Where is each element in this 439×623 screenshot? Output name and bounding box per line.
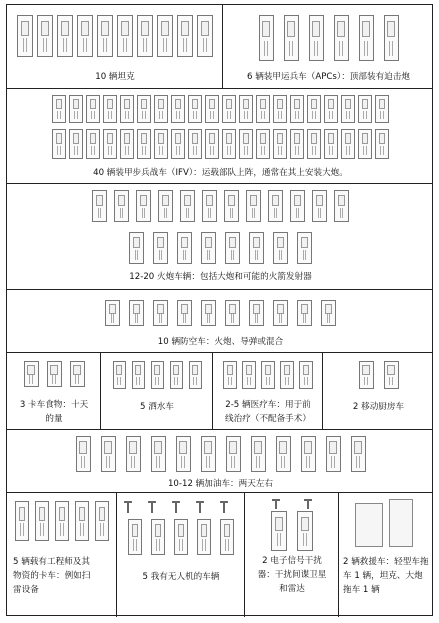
cell-tanks (7, 5, 223, 88)
water-truck-icons (101, 361, 213, 389)
apc-icon (309, 15, 324, 61)
artillery-icon (290, 190, 305, 222)
tank-icon (57, 15, 73, 57)
ifv-icon (256, 95, 270, 123)
tank-icon (157, 15, 173, 57)
tank-icon (77, 15, 93, 57)
drone-icon (223, 501, 225, 513)
force-composition-table (6, 4, 433, 616)
cell-water-trucks (101, 353, 213, 429)
ifv-icon (239, 95, 253, 123)
medical-caption-line2: 线治疗（不配备手术） (225, 414, 311, 424)
air-defense-icon (297, 300, 312, 326)
ifv-caption: 40 辆装甲步兵战车（IFV）：运载部队上阵，通常在其上安装大炮。 (93, 168, 348, 178)
ifv-icons-bottom (7, 129, 434, 159)
air-defense-icon (273, 300, 288, 326)
fuel-truck-icon (251, 436, 266, 472)
ifv-icon (120, 129, 134, 159)
medical-caption-line1: 2-5 辆医疗车：用于前 (225, 400, 311, 410)
kitchen-truck-icon (384, 361, 399, 389)
tow-truck-icon (355, 503, 383, 547)
air-defense-icon (225, 300, 240, 326)
kitchen-truck-icons (323, 361, 434, 389)
fuel-truck-icon (301, 436, 316, 472)
cell-food-trucks (7, 353, 101, 429)
air-defense-icon (201, 300, 216, 326)
fuel-truck-icon (151, 436, 166, 472)
ifv-icon (341, 129, 355, 159)
air-defense-icon (321, 300, 336, 326)
ifv-icon (137, 95, 151, 123)
ifv-icon (120, 95, 134, 123)
artillery-icon (114, 190, 129, 222)
ambulance-icon (223, 361, 237, 389)
air-defense-icon (249, 300, 264, 326)
drone-carrier-icon (128, 519, 142, 555)
engineer-truck-icons (7, 501, 117, 541)
cell-kitchen (323, 353, 434, 429)
food-caption-line1: 3 卡车食物：十天 (19, 400, 89, 410)
apc-icon (259, 15, 274, 61)
tanks-caption: 10 辆坦克 (95, 72, 135, 82)
drone-caption: 5 我有无人机的车辆 (142, 572, 220, 582)
ifv-icon (69, 95, 83, 123)
artillery-icon (202, 190, 217, 222)
rocket-launcher-icon (201, 232, 216, 264)
air-defense-caption: 10 辆防空车：火炮、导弹或混合 (157, 337, 284, 347)
ifv-icon (205, 129, 219, 159)
row-air-defense (7, 290, 432, 353)
artillery-icon (246, 190, 261, 222)
artillery-icon (224, 190, 239, 222)
air-defense-icons (7, 300, 434, 326)
recovery-caption-line1: 2 辆救援车：轻型车拖 (343, 557, 429, 567)
antenna-icon (307, 499, 309, 509)
engineer-truck-icon (55, 501, 69, 541)
rocket-launcher-icon (273, 232, 288, 264)
row-artillery (7, 184, 432, 290)
ifv-icon (358, 129, 372, 159)
engineer-truck-icon (35, 501, 49, 541)
cell-engineers (7, 493, 117, 617)
artillery-caption: 12-20 火炮车辆：包括大炮和可能的火箭发射器 (129, 272, 312, 282)
recovery-caption-line2: 车 1 辆，坦克、大炮 (343, 571, 423, 581)
engineer-caption-line2: 物资的卡车：例如扫 (13, 571, 91, 581)
drone-icon (199, 501, 201, 513)
artillery-icon (334, 190, 349, 222)
artillery-icon (312, 190, 327, 222)
air-defense-icon (105, 300, 120, 326)
ambulance-icon (280, 361, 294, 389)
water-truck-icon (113, 361, 126, 389)
apc-caption: 6 辆装甲运兵车（APCs）：顶部装有迫击炮 (247, 72, 410, 82)
artillery-icon (180, 190, 195, 222)
fuel-truck-icon (176, 436, 191, 472)
air-defense-icon (129, 300, 144, 326)
cell-recovery (339, 493, 434, 617)
food-truck-icons (7, 361, 101, 387)
drone-icon (151, 501, 153, 513)
ifv-icon (171, 95, 185, 123)
rocket-launcher-icon (225, 232, 240, 264)
food-caption-line2: 的量 (45, 414, 63, 424)
jammer-vehicle-icon (271, 511, 287, 551)
jammer-vehicle-icon (297, 511, 313, 551)
ifv-icon (222, 129, 236, 159)
drone-icon (127, 501, 129, 513)
ifv-icons-top (7, 95, 434, 123)
ifv-icon (69, 129, 83, 159)
drone-icon (175, 501, 177, 513)
ifv-icon (154, 95, 168, 123)
tank-icon (17, 15, 33, 57)
cell-medical (213, 353, 323, 429)
food-truck-icon (24, 361, 39, 387)
drone-carrier-icon (151, 519, 165, 555)
ambulance-icon (299, 361, 313, 389)
antenna-icon (275, 499, 277, 509)
ifv-icon (307, 95, 321, 123)
ifv-icon (52, 129, 66, 159)
ifv-icon (324, 129, 338, 159)
ifv-icon (103, 129, 117, 159)
drone-carrier-icon (174, 519, 188, 555)
kitchen-caption: 2 移动厨房车 (352, 402, 405, 412)
ifv-icon (375, 129, 389, 159)
ifv-icon (239, 129, 253, 159)
fuel-caption: 10-12 辆加油车：两天左右 (167, 479, 274, 489)
ifv-icon (137, 129, 151, 159)
ifv-icon (375, 95, 389, 123)
fuel-truck-icon (101, 436, 116, 472)
tank-icon (137, 15, 153, 57)
ifv-icon (52, 95, 66, 123)
water-truck-icon (132, 361, 145, 389)
fuel-truck-icons (7, 436, 434, 472)
artillery-icon (136, 190, 151, 222)
rocket-launcher-icon (297, 232, 312, 264)
ifv-icon (205, 95, 219, 123)
fuel-truck-icon (126, 436, 141, 472)
engineer-truck-icon (15, 501, 29, 541)
fuel-truck-icon (276, 436, 291, 472)
apc-icon (284, 15, 299, 61)
food-truck-icon (70, 361, 85, 387)
row-support (7, 493, 432, 617)
ifv-icon (86, 95, 100, 123)
water-truck-icon (170, 361, 183, 389)
apc-icon (334, 15, 349, 61)
ifv-icon (341, 95, 355, 123)
fuel-truck-icon (226, 436, 241, 472)
row-tanks-apc (7, 5, 432, 89)
food-truck-icon (47, 361, 62, 387)
fuel-truck-icon (201, 436, 216, 472)
jammer-icons (245, 511, 339, 551)
kitchen-truck-icon (359, 361, 374, 389)
ifv-icon (273, 129, 287, 159)
apc-icons (227, 15, 430, 61)
tank-icon (97, 15, 113, 57)
ew-caption-line3: 和雷达 (279, 584, 305, 594)
water-truck-icon (151, 361, 164, 389)
tank-icons (11, 15, 219, 57)
tank-icon (197, 15, 213, 57)
medical-vehicle-icons (213, 361, 323, 389)
drone-carrier-icon (197, 519, 211, 555)
engineer-truck-icon (75, 501, 89, 541)
air-defense-icon (177, 300, 192, 326)
ifv-icon (324, 95, 338, 123)
engineer-truck-icon (95, 501, 109, 541)
ew-caption-line2: 器：干扰间谍卫星 (257, 570, 327, 580)
fuel-truck-icon (326, 436, 341, 472)
ifv-icon (256, 129, 270, 159)
ambulance-icon (261, 361, 275, 389)
tank-icon (37, 15, 53, 57)
rocket-launcher-icon (129, 232, 144, 264)
engineer-caption-line1: 5 辆载有工程师及其 (13, 557, 90, 567)
ifv-icon (290, 95, 304, 123)
ifv-icon (154, 129, 168, 159)
ifv-icon (171, 129, 185, 159)
water-truck-icon (189, 361, 202, 389)
artillery-icons-bottom (7, 232, 434, 264)
ifv-icon (188, 95, 202, 123)
rocket-launcher-icon (177, 232, 192, 264)
recovery-caption-line3: 拖车 1 辆 (343, 585, 380, 595)
cell-apc (223, 5, 434, 88)
drone-vehicle-icons (117, 519, 245, 555)
ew-caption-line1: 2 电子信号干扰 (262, 556, 322, 566)
rocket-launcher-icon (249, 232, 264, 264)
ifv-icon (307, 129, 321, 159)
ifv-icon (188, 129, 202, 159)
artillery-icons-top (7, 190, 434, 222)
row-ifv (7, 89, 432, 184)
artillery-icon (92, 190, 107, 222)
ifv-icon (273, 95, 287, 123)
tank-icon (117, 15, 133, 57)
tank-icon (177, 15, 193, 57)
engineer-caption-line3: 雷设备 (13, 585, 39, 595)
fuel-truck-icon (76, 436, 91, 472)
rocket-launcher-icon (153, 232, 168, 264)
ifv-icon (222, 95, 236, 123)
ambulance-icon (242, 361, 256, 389)
apc-icon (359, 15, 374, 61)
ifv-icon (290, 129, 304, 159)
water-caption: 5 洒水车 (140, 402, 174, 412)
cell-ew (245, 493, 339, 617)
row-logistics (7, 353, 432, 430)
ifv-icon (86, 129, 100, 159)
row-fuel (7, 430, 432, 493)
artillery-icon (268, 190, 283, 222)
artillery-icon (158, 190, 173, 222)
ifv-icon (103, 95, 117, 123)
tank-transporter-icon (389, 499, 413, 547)
cell-drones (117, 493, 245, 617)
fuel-truck-icon (351, 436, 366, 472)
ifv-icon (358, 95, 372, 123)
air-defense-icon (153, 300, 168, 326)
apc-icon (384, 15, 399, 61)
drone-carrier-icon (220, 519, 234, 555)
